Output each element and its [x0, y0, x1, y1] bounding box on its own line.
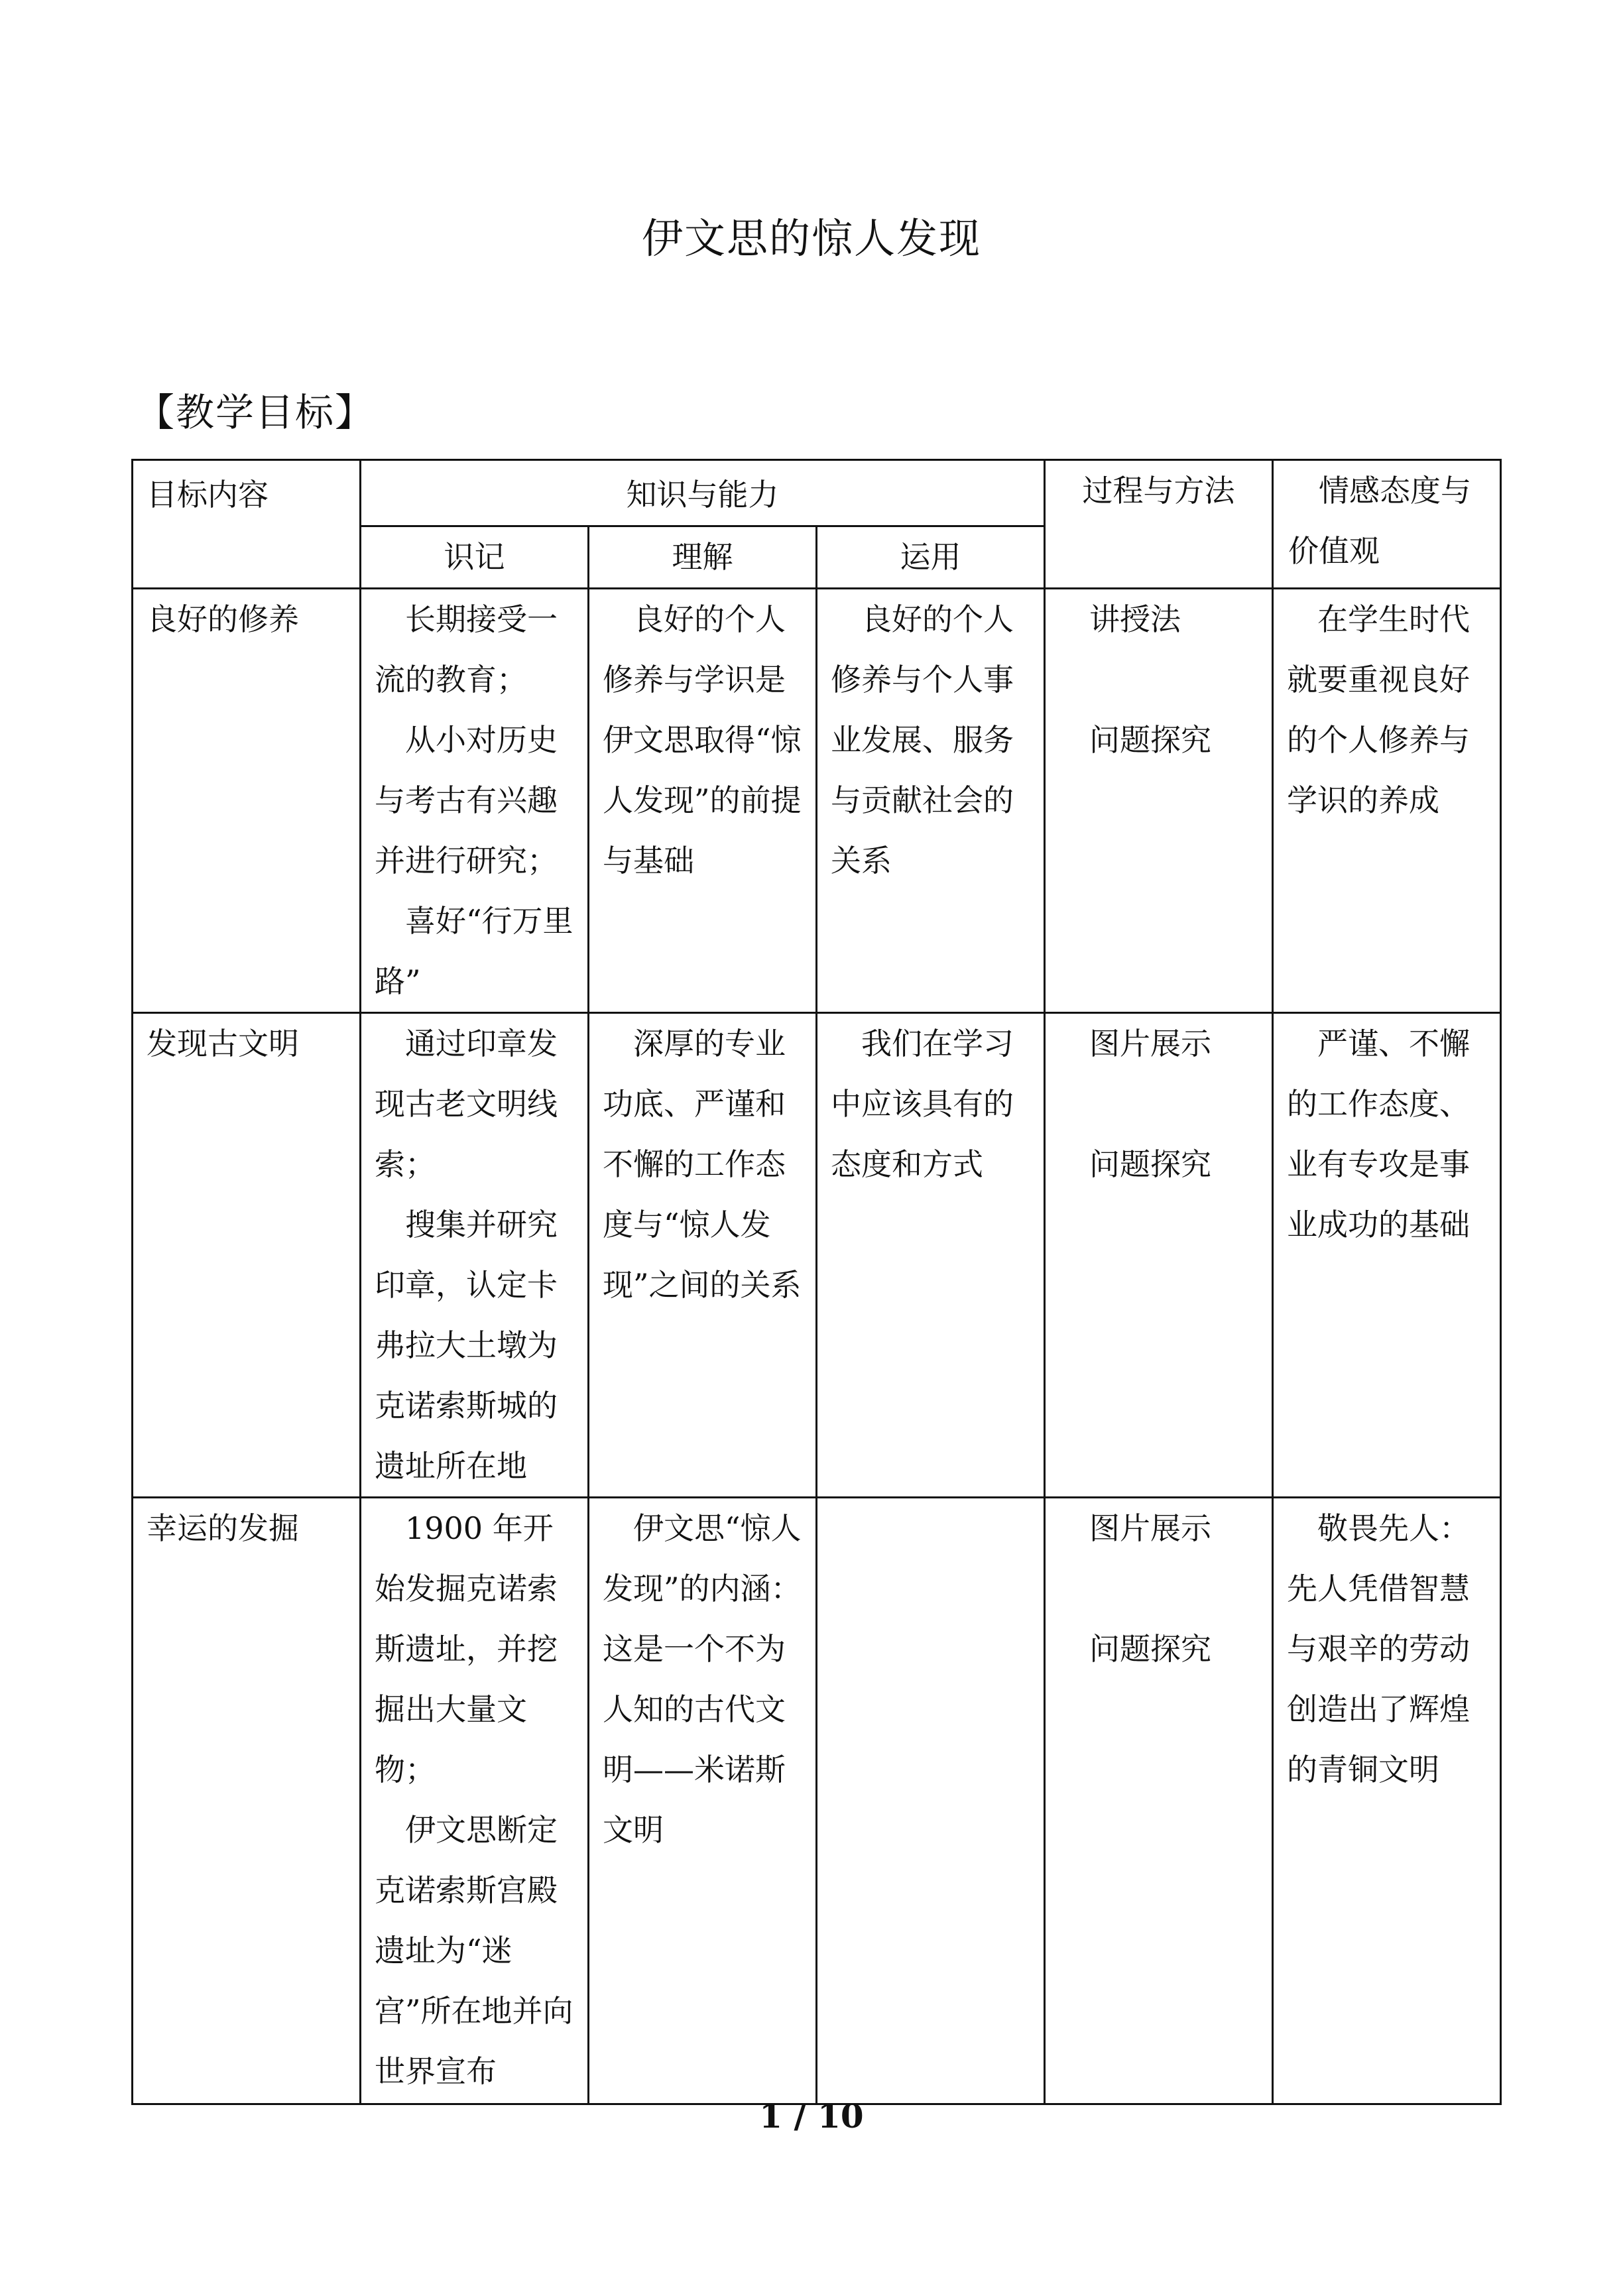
header-target: 目标内容 [133, 460, 361, 589]
row-emotion [1273, 589, 1501, 1013]
cell-paragraph: 长期接受一流的教育； [375, 601, 558, 697]
header-understand: 理解 [589, 526, 817, 589]
cell-paragraph: 喜好“行万里路” [375, 903, 573, 999]
header-process: 过程与方法 [1045, 460, 1273, 589]
table-row [133, 1013, 1501, 1498]
cell-paragraph: 1900 年开始发掘克诺索斯遗址，并挖掘出大量文物； [375, 1510, 558, 1787]
cell-paragraph: 深厚的专业功底、严谨和不懈的工作态度与“惊人发现”之间的关系 [603, 1026, 802, 1303]
row-target: 发现古文明 [133, 1013, 361, 1498]
objectives-table [131, 459, 1502, 2105]
row-target: 幸运的发掘 [133, 1498, 361, 2104]
row-apply [817, 589, 1045, 1013]
cell-paragraph: 问题探究 [1089, 1631, 1211, 1667]
cell-paragraph: 搜集并研究印章，认定卡弗拉大土墩为克诺索斯城的遗址所在地 [375, 1207, 558, 1484]
row-emotion [1273, 1013, 1501, 1498]
cell-paragraph: 讲授法 [1089, 601, 1181, 637]
row-understand [589, 1498, 817, 2104]
cell-paragraph: 问题探究 [1089, 1146, 1211, 1182]
row-emotion [1273, 1498, 1501, 2104]
table-row [133, 589, 1501, 1013]
cell-paragraph: 伊文思“惊人发现”的内涵：这是一个不为人知的古代文明——米诺斯文明 [603, 1510, 802, 1848]
row-process [1045, 1498, 1273, 2104]
table-row [133, 1498, 1501, 2104]
header-row [133, 460, 1501, 526]
row-memorize [361, 1013, 589, 1498]
cell-paragraph: 图片展示 [1089, 1510, 1211, 1546]
cell-paragraph: 敬畏先人：先人凭借智慧与艰辛的劳动创造出了辉煌的青铜文明 [1287, 1510, 1470, 1787]
row-apply [817, 1013, 1045, 1498]
cell-paragraph: 图片展示 [1089, 1026, 1211, 1061]
section-heading: 【教学目标】 [136, 390, 375, 435]
cell-paragraph: 在学生时代就要重视良好的个人修养与学识的养成 [1287, 601, 1470, 818]
cell-paragraph: 我们在学习中应该具有的态度和方式 [831, 1026, 1014, 1182]
header-memorize: 识记 [361, 526, 589, 589]
cell-paragraph: 从小对历史与考古有兴趣并进行研究； [375, 722, 558, 878]
cell-paragraph: 严谨、不懈的工作态度、业有专攻是事业成功的基础 [1287, 1026, 1470, 1242]
row-target: 良好的修养 [133, 589, 361, 1013]
document-title: 伊文思的惊人发现 [641, 214, 981, 263]
row-memorize [361, 589, 589, 1013]
row-understand [589, 589, 817, 1013]
row-apply [817, 1498, 1045, 2104]
header-apply: 运用 [817, 526, 1045, 589]
row-process [1045, 1013, 1273, 1498]
row-understand [589, 1013, 817, 1498]
cell-paragraph: 良好的个人修养与个人事业发展、服务与贡献社会的关系 [831, 601, 1014, 878]
header-knowledge: 知识与能力 [361, 460, 1045, 526]
row-memorize [361, 1498, 589, 2104]
cell-paragraph: 通过印章发现古老文明线索； [375, 1026, 558, 1182]
cell-paragraph: 伊文思断定克诺索斯宫殿遗址为“迷宫”所在地并向世界宣布 [375, 1812, 573, 2089]
cell-paragraph: 问题探究 [1089, 722, 1211, 758]
header-emotion: 情感态度与价值观 [1273, 460, 1501, 589]
cell-paragraph: 良好的个人修养与学识是伊文思取得“惊人发现”的前提与基础 [603, 601, 802, 878]
row-process [1045, 589, 1273, 1013]
page-number: 1 / 10 [759, 2096, 864, 2136]
